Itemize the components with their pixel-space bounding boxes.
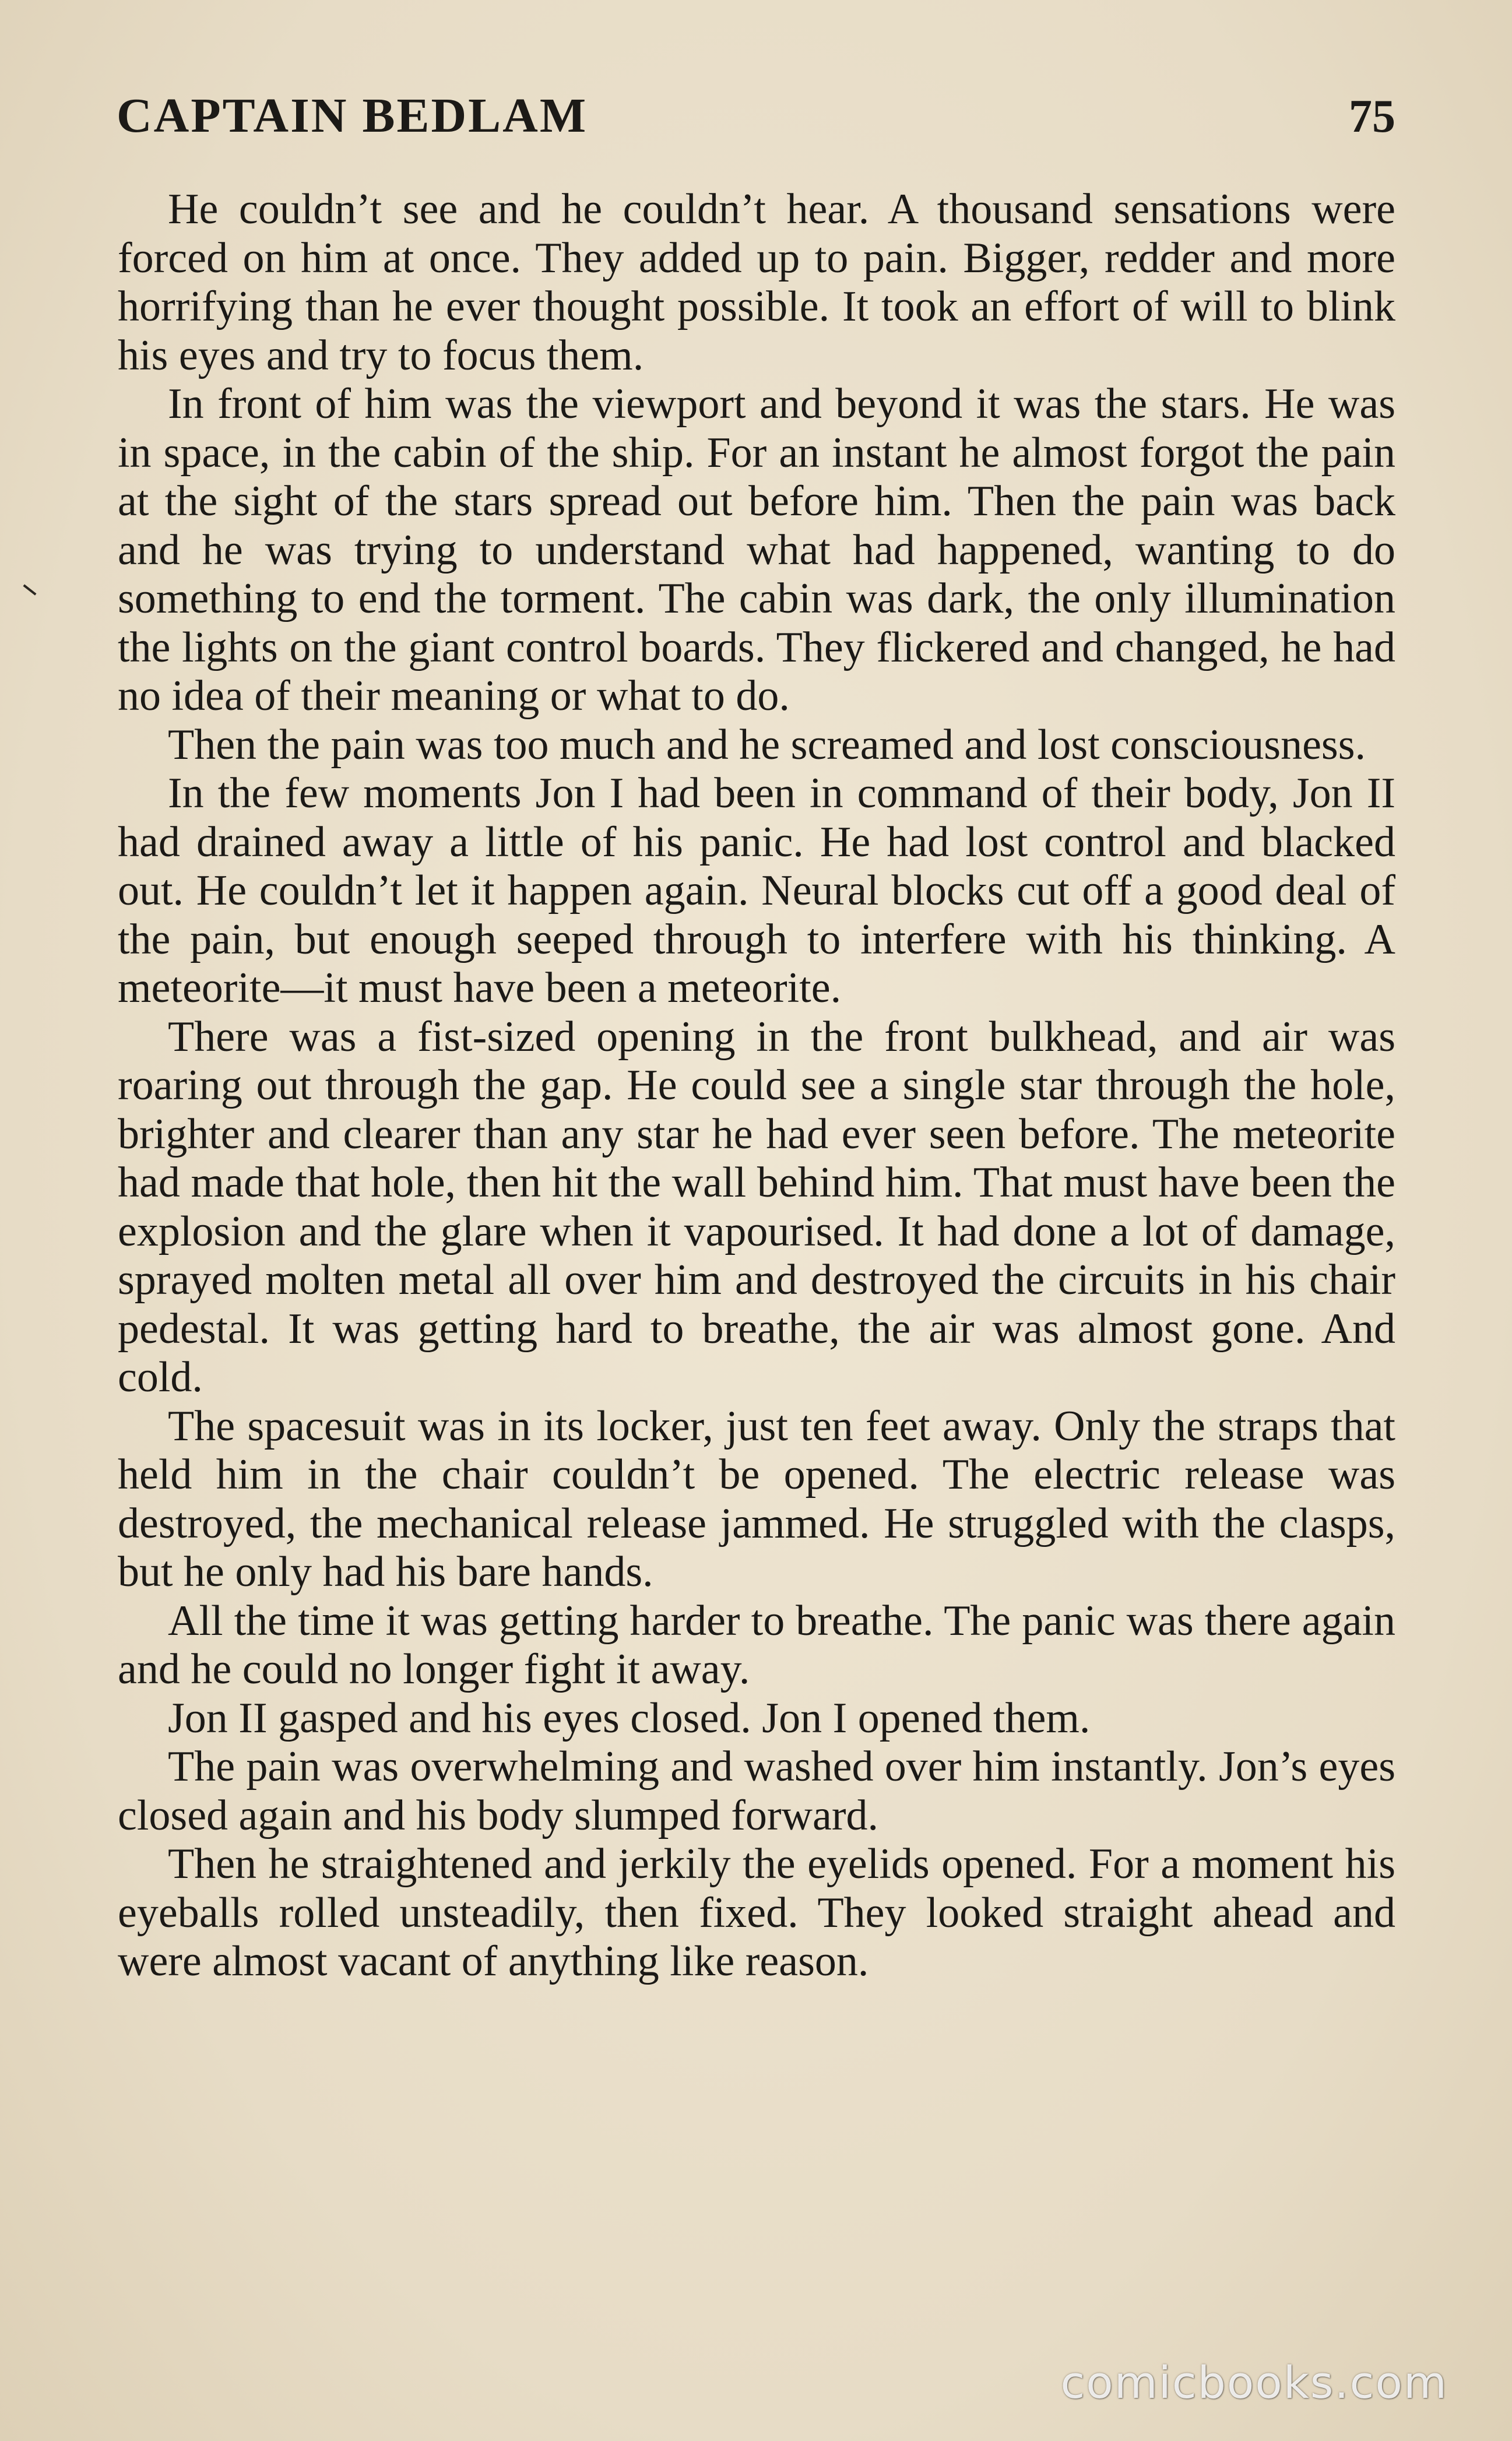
paragraph: The pain was overwhelming and washed over him instantly. Jon’s eyes closed again and his body slumped forward. [118,1743,1395,1839]
paragraph: Jon II gasped and his eyes closed. Jon I opened them. [168,1694,1091,1742]
page-number: 75 [1349,91,1395,142]
paragraph: In front of him was the viewport and beyond it was the stars. He was in space, in the cabin of the ship. For an instant he almost forgot the pain at the sight of the stars spread out before him. Then the pain was back and he was trying to understand what had happened, wanting to do something to end the torment. The cabin was dark, the only illumination the lights on the giant control boards. They flickered and changed, he had no idea of their meaning or what to do. [118,380,1395,720]
paragraph: The spacesuit was in its locker, just ten feet away. Only the straps that held him in the chair couldn’t be opened. The electric release was destroyed, the mechanical release jammed. He struggled with the clasps, but he only had his bare hands. [118,1402,1395,1596]
paragraph: In the few moments Jon I had been in command of their body, Jon II had drained away a little of his panic. He had lost control and blacked out. He couldn’t let it happen again. Neural blocks cut off a good deal of the pain, but enough seeped through to interfere with his thinking. A meteorite—it must have been a meteorite. [118,769,1395,1012]
watermark: comicbooks.com [1060,2356,1448,2408]
paragraph: There was a fist-sized opening in the front bulkhead, and air was roaring out through the gap. He could see a single star through the hole, brighter and clearer than any star he had ever seen before. The meteorite had made that hole, then hit the wall behind him. That must have been the explosion and the glare when it vapourised. It had done a lot of damage, sprayed molten metal all over him and destroyed the circuits in his chair pedestal. It was getting hard to breathe, the air was almost gone. And cold. [118,1012,1395,1401]
running-title: CAPTAIN BEDLAM [117,89,588,143]
body-text [118,185,1395,1986]
page-header [117,87,1395,157]
stray-ink-mark [23,584,37,595]
paragraph: He couldn’t see and he couldn’t hear. A thousand sensations were forced on him at once. They added up to pain. Bigger, redder and more horrifying than he ever thought possible. It took an effort of will to blink his eyes and try to focus them. [118,185,1395,379]
paragraph: Then the pain was too much and he screamed and lost consciousness. [168,720,1366,769]
paragraph: All the time it was getting harder to breathe. The panic was there again and he could no longer fight it away. [118,1596,1395,1693]
paragraph: Then he straightened and jerkily the eyelids opened. For a moment his eyeballs rolled unsteadily, then fixed. They looked straight ahead and were almost vacant of anything like reason. [118,1840,1395,1985]
